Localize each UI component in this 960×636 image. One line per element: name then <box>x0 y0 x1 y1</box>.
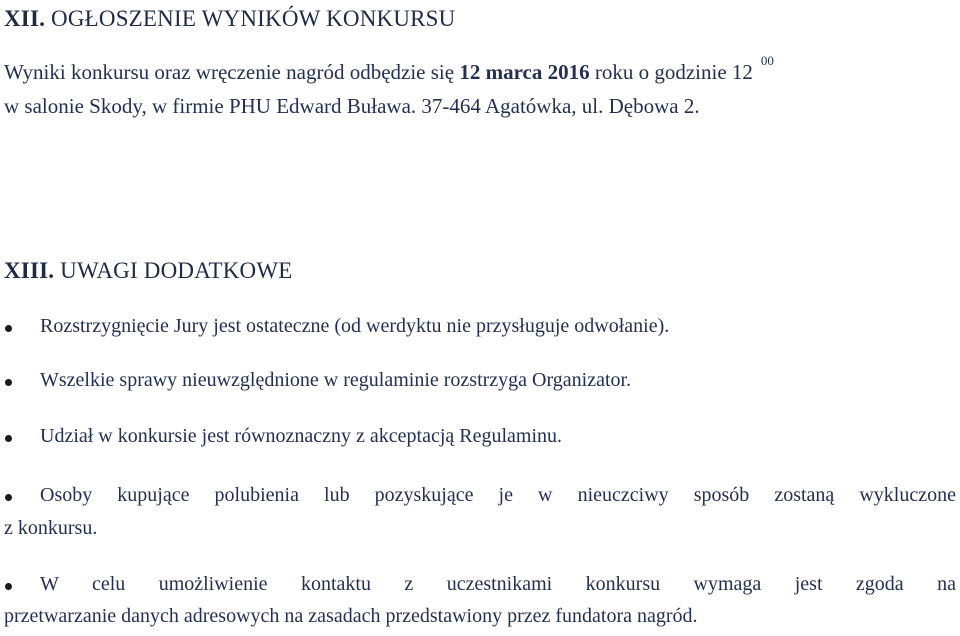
list-item: Osoby kupujące polubienia lub pozyskujące je w nieuczciwy sposób zostaną wykluczone <box>40 484 956 506</box>
section-12-title: OGŁOSZENIE WYNIKÓW KONKURSU <box>51 6 456 31</box>
bullet-icon <box>5 583 12 590</box>
bullet-icon <box>5 379 12 386</box>
bullet-icon <box>5 435 12 442</box>
results-announcement-line-2: w salonie Skody, w firmie PHU Edward Buława. 37-464 Agatówka, ul. Dębowa 2. <box>4 94 700 118</box>
section-13-title: UWAGI DODATKOWE <box>60 258 293 283</box>
results-text-post: roku o godzinie 12 <box>589 60 753 84</box>
bullet-icon <box>5 325 12 332</box>
section-12-number: XII. <box>4 6 46 31</box>
section-13-number: XIII. <box>4 258 55 283</box>
bullet-icon <box>5 494 12 501</box>
results-text-pre: Wyniki konkursu oraz wręczenie nagród odbędzie się <box>4 60 460 84</box>
list-item: Wszelkie sprawy nieuwzględnione w regulaminie rozstrzyga Organizator. <box>40 369 632 391</box>
section-12-heading <box>4 6 455 32</box>
list-item: Rozstrzygnięcie Jury jest ostateczne (od werdyktu nie przysługuje odwołanie). <box>40 315 670 337</box>
results-announcement-line-1 <box>4 53 774 85</box>
results-time-superscript: 00 <box>760 53 774 68</box>
list-item: Udział w konkursie jest równoznaczny z akceptacją Regulaminu. <box>40 425 563 447</box>
section-13-heading <box>4 258 293 284</box>
results-date: 12 marca 2016 <box>459 60 590 84</box>
list-item-continuation: przetwarzanie danych adresowych na zasadach przedstawiony przez fundatora nagród. <box>4 605 698 627</box>
list-item: W celu umożliwienie kontaktu z uczestnikami konkursu wymaga jest zgoda na <box>40 573 956 595</box>
list-item-continuation: z konkursu. <box>4 517 98 539</box>
